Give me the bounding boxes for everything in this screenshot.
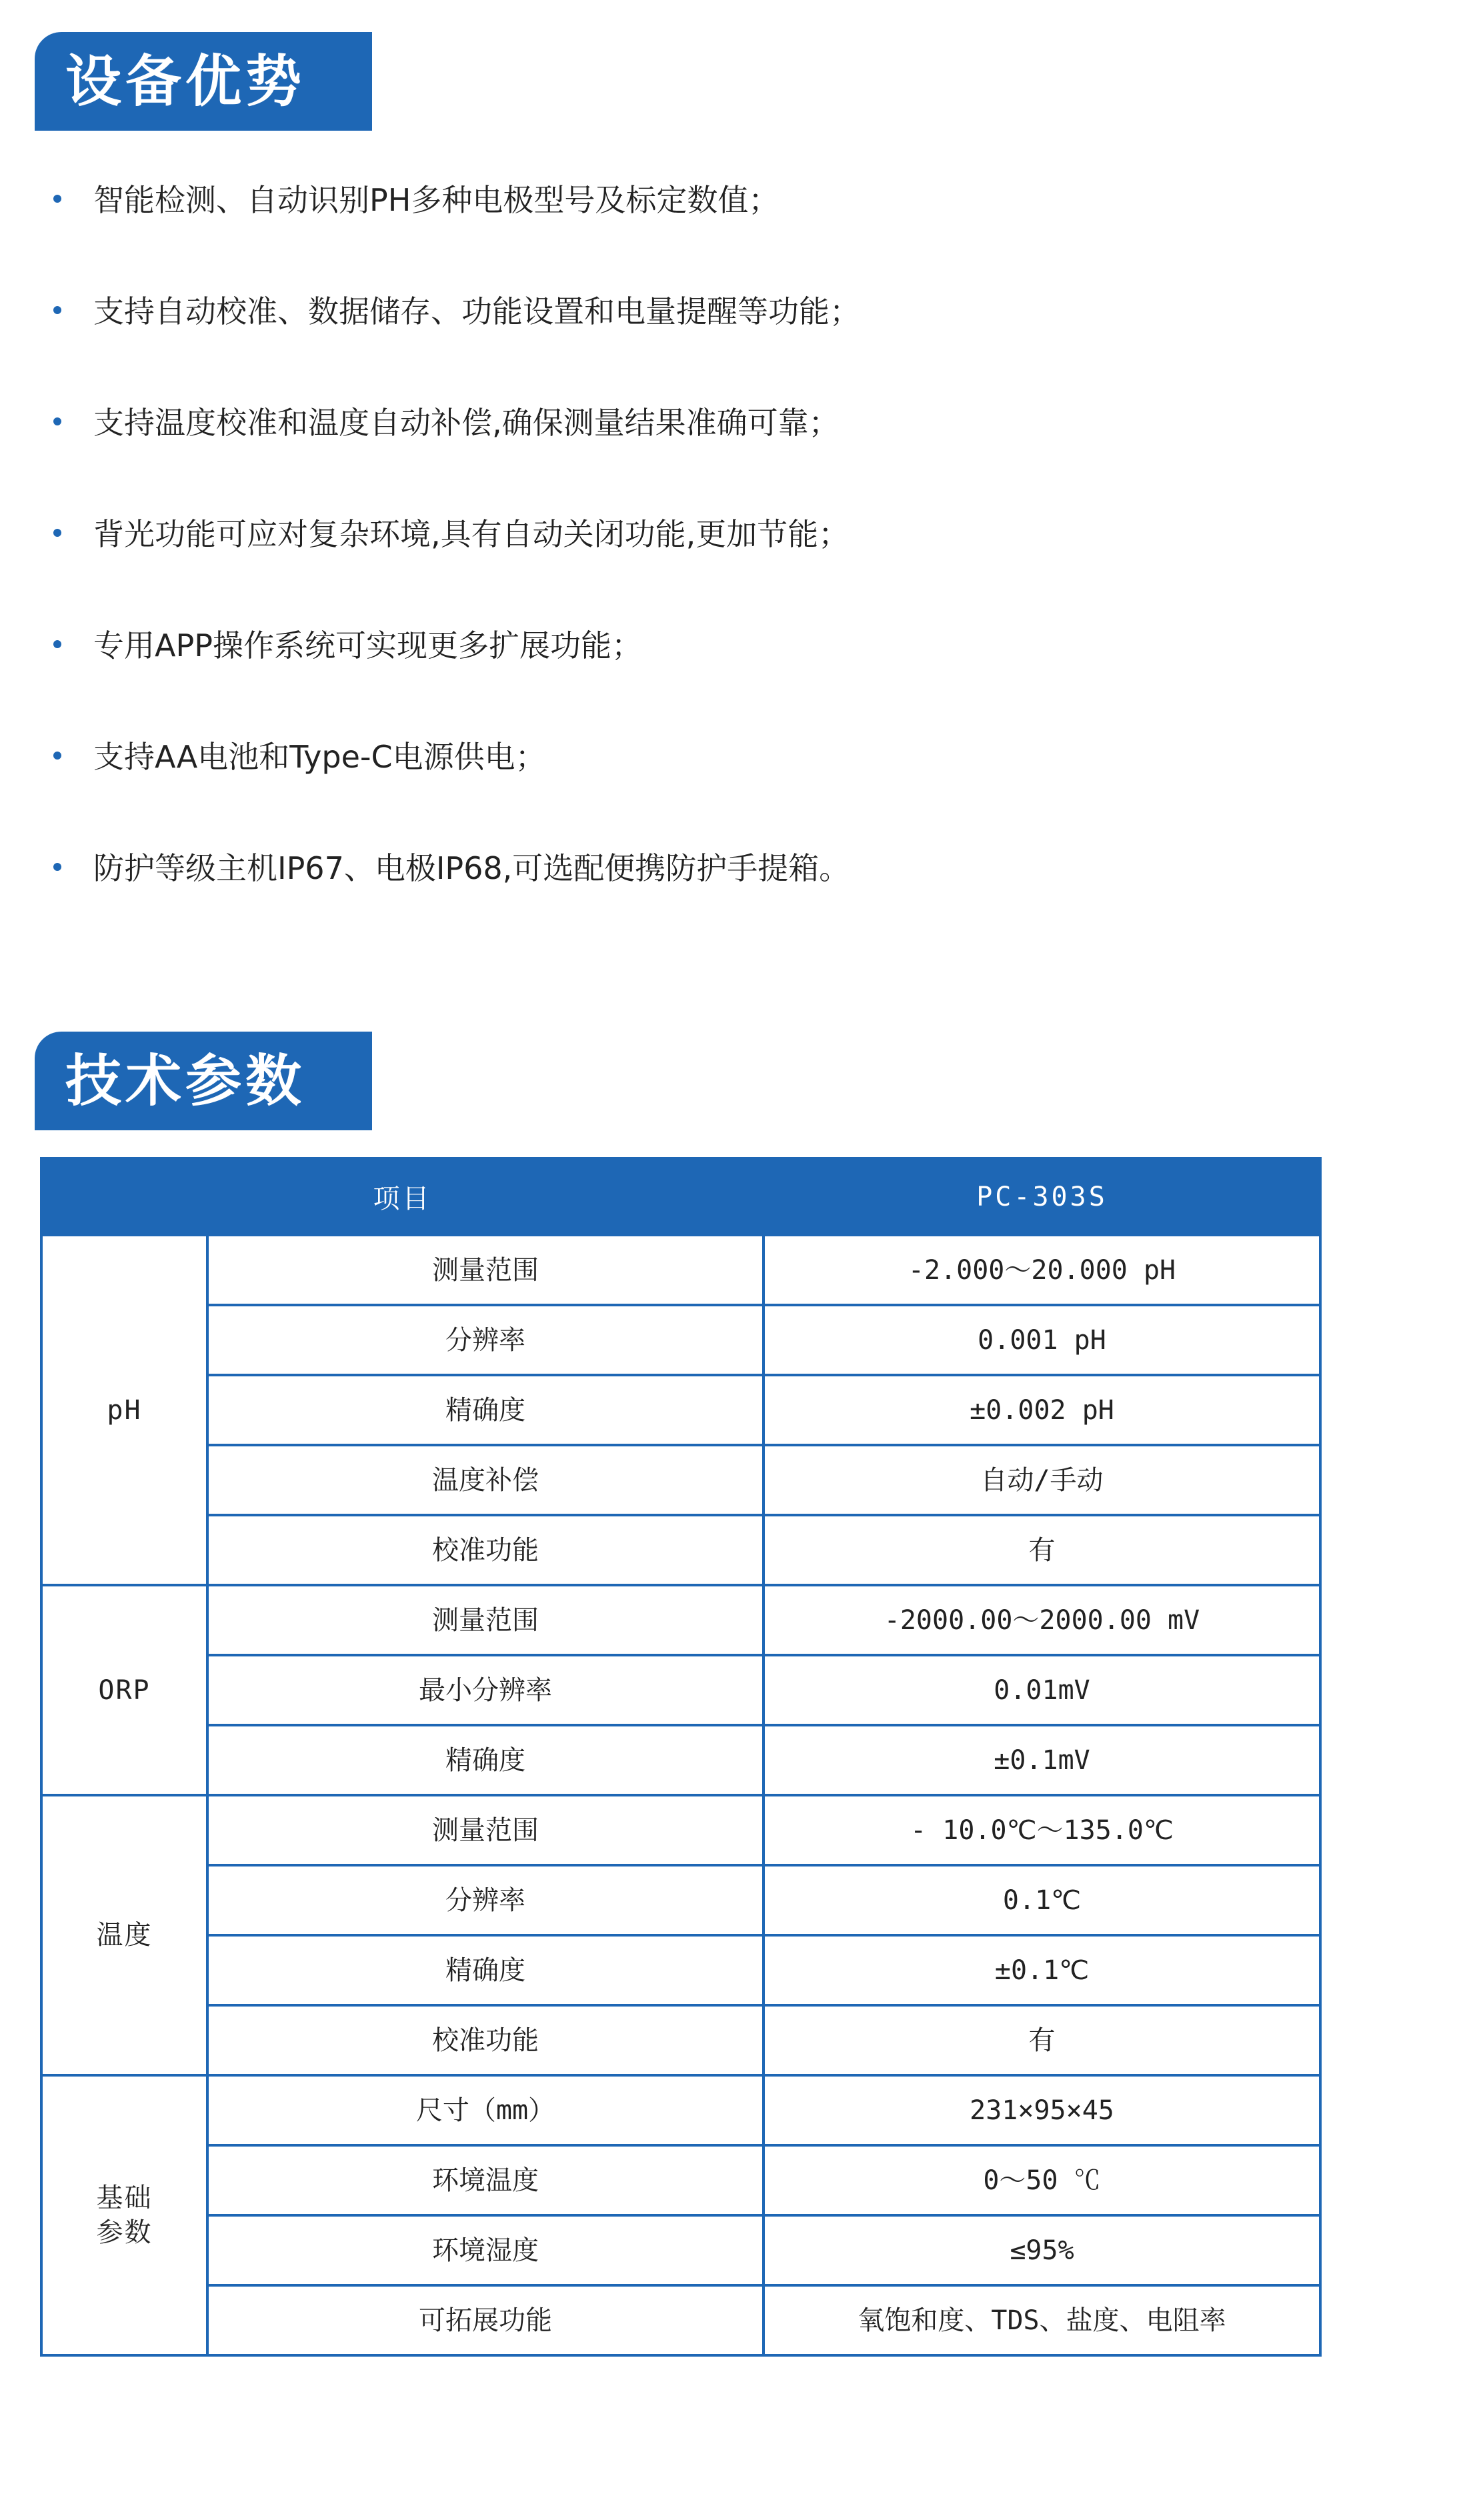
bullet-icon (53, 195, 61, 203)
table-row (41, 2145, 1320, 2215)
value-cell: 有 (764, 1515, 1320, 1585)
value-cell: 自动/手动 (764, 1445, 1320, 1515)
list-item-text: 专用APP操作系统可实现更多扩展功能； (93, 627, 642, 664)
table-row (41, 1725, 1320, 1795)
list-item (49, 625, 860, 737)
param-cell: 分辨率 (207, 1865, 764, 1935)
header-model: PC-303S (764, 1158, 1320, 1235)
list-item (49, 514, 860, 625)
group-label-line: 基础 (96, 2183, 153, 2213)
value-cell: 氧饱和度、TDS、盐度、电阻率 (764, 2285, 1320, 2355)
list-item-text: 防护等级主机IP67、电极IP68,可选配便携防护手提箱。 (93, 850, 850, 886)
group-label-ph: pH (41, 1235, 207, 1585)
value-cell: 0.1℃ (764, 1865, 1320, 1935)
bullet-icon (53, 529, 61, 537)
param-cell: 可拓展功能 (207, 2285, 764, 2355)
table-row (41, 1865, 1320, 1935)
section-title-advantages: 设备优势 (35, 32, 372, 131)
list-item (49, 848, 860, 960)
bullet-icon (53, 863, 61, 871)
table-row (41, 2075, 1320, 2145)
list-item (49, 737, 860, 848)
value-cell: 有 (764, 2005, 1320, 2075)
list-item (49, 291, 860, 403)
value-cell: -2.000～20.000 pH (764, 1235, 1320, 1305)
table-row (41, 2005, 1320, 2075)
value-cell: ±0.1mV (764, 1725, 1320, 1795)
bullet-icon (53, 640, 61, 648)
param-cell: 校准功能 (207, 1515, 764, 1585)
param-cell: 尺寸（mm） (207, 2075, 764, 2145)
list-item-text: 支持温度校准和温度自动补偿,确保测量结果准确可靠； (93, 405, 840, 441)
table-row (41, 1795, 1320, 1865)
table-row (41, 1515, 1320, 1585)
section-title-specs: 技术参数 (35, 1032, 372, 1130)
group-label-line: 参数 (96, 2217, 153, 2248)
param-cell: 测量范围 (207, 1795, 764, 1865)
value-cell: -2000.00～2000.00 mV (764, 1585, 1320, 1655)
group-label-temperature: 温度 (41, 1795, 207, 2075)
table-row (41, 1585, 1320, 1655)
param-cell: 精确度 (207, 1725, 764, 1795)
bullet-icon (53, 306, 61, 314)
value-cell: 231×95×45 (764, 2075, 1320, 2145)
value-cell: ±0.1℃ (764, 1935, 1320, 2005)
param-cell: 温度补偿 (207, 1445, 764, 1515)
param-cell: 测量范围 (207, 1585, 764, 1655)
list-item-text: 支持AA电池和Type-C电源供电； (93, 739, 546, 775)
bullet-icon (53, 417, 61, 425)
list-item-text: 背光功能可应对复杂环境,具有自动关闭功能,更加节能； (93, 516, 850, 552)
param-cell: 环境湿度 (207, 2215, 764, 2285)
param-cell: 精确度 (207, 1935, 764, 2005)
value-cell: 0～50 ℃ (764, 2145, 1320, 2215)
list-item-text: 智能检测、自动识别PH多种电极型号及标定数值； (93, 182, 780, 218)
param-cell: 测量范围 (207, 1235, 764, 1305)
param-cell: 环境温度 (207, 2145, 764, 2215)
value-cell: ≤95% (764, 2215, 1320, 2285)
table-row (41, 2215, 1320, 2285)
table-row (41, 2285, 1320, 2355)
table-row (41, 1305, 1320, 1375)
param-cell: 最小分辨率 (207, 1655, 764, 1725)
list-item (49, 180, 860, 291)
value-cell: 0.01mV (764, 1655, 1320, 1725)
value-cell: 0.001 pH (764, 1305, 1320, 1375)
table-row (41, 1935, 1320, 2005)
table-row (41, 1375, 1320, 1445)
param-cell: 校准功能 (207, 2005, 764, 2075)
bullet-icon (53, 752, 61, 760)
table-row (41, 1655, 1320, 1725)
param-cell: 分辨率 (207, 1305, 764, 1375)
specs-table (40, 1157, 1322, 2357)
list-item (49, 403, 860, 514)
param-cell: 精确度 (207, 1375, 764, 1445)
group-label-orp: ORP (41, 1585, 207, 1795)
advantages-list (49, 180, 860, 960)
value-cell: ±0.002 pH (764, 1375, 1320, 1445)
table-header-row (41, 1158, 1320, 1235)
value-cell: - 10.0℃～135.0℃ (764, 1795, 1320, 1865)
list-item-text: 支持自动校准、数据储存、功能设置和电量提醒等功能； (93, 293, 860, 329)
table-row (41, 1235, 1320, 1305)
group-label-basic (41, 2075, 207, 2355)
table-row (41, 1445, 1320, 1515)
header-item: 项目 (41, 1158, 764, 1235)
